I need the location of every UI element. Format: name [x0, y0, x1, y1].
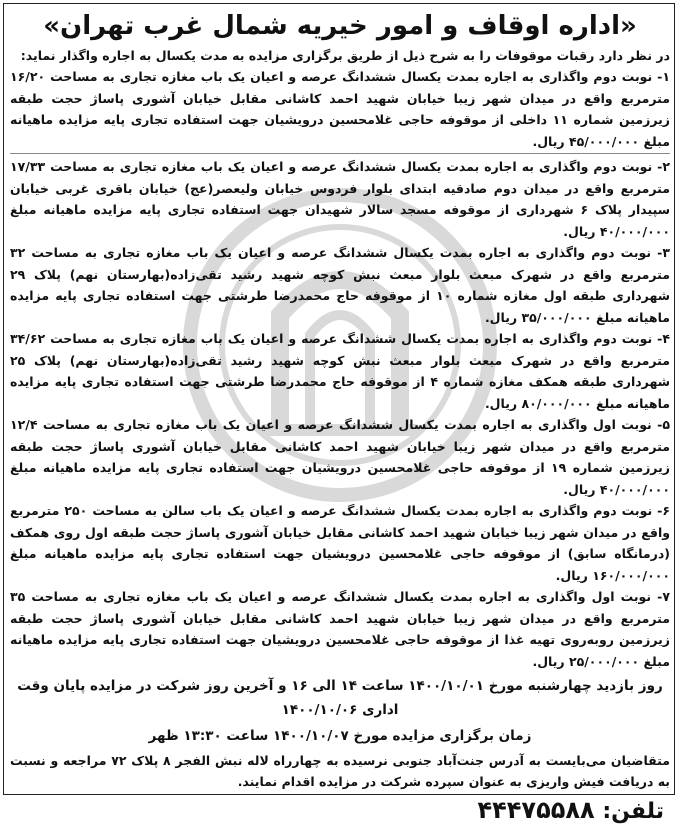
auction-item: ۲- نوبت دوم واگذاری به اجاره بمدت یکسال ششدانگ عرصه و اعیان یک باب مغازه تجاری به مساحت ۱۷/۳۳ مترمربع واقع در میدان دوم صادقیه ابتدای بلوار فردوس خیابان ولیعصر(عج) خیابان باقری غربی خیابان سپیدار پلاک ۶ شهرداری از موقوفه مسجد سالار شهیدان جهت استفاده تجاری پایه مزایده ماهیانه مبلغ ۴۰/۰۰۰/۰۰۰ ریال. — [10, 159, 670, 239]
notice-intro: در نظر دارد رقبات موقوفات را به شرح ذیل از طریق برگزاری مزایده به مدت یکسال به اجاره واگذار نماید: — [20, 48, 670, 63]
applicant-note: متقاضیان می‌بایست به آدرس جنت‌آباد جنوبی نرسیده به چهارراه لاله نبش الفجر ۸ پلاک ۷۲ مراجعه و نسبت به دریافت فیش واریزی به عنوان سپرده شرکت در مزایده اقدام نمایند. — [10, 753, 670, 789]
phone-label: تلفن: — [602, 799, 664, 824]
auction-item: ۶- نوبت دوم واگذاری به اجاره بمدت یکسال ششدانگ عرصه و اعیان یک باب سالن به مساحت ۲۵۰ مترمربع واقع در میدان شهر زیبا خیابان شهید احمد کاشانی مقابل خیابان آشوری پاساژ حجت طبقه اول روی همکف (درمانگاه سابق) از موقوفه حاجی غلامحسین درویشیان جهت استفاده تجاری پایه مزایده ماهیانه مبلغ ۱۶۰/۰۰۰/۰۰۰ ریال. — [10, 503, 670, 583]
auction-time: زمان برگزاری مزایده مورخ ۱۴۰۰/۱۰/۰۷ ساعت ۱۳:۳۰ ظهر — [148, 728, 532, 744]
notice-content — [10, 8, 670, 828]
auction-item: ۵- نوبت اول واگذاری به اجاره بمدت یکسال ششدانگ عرصه و اعیان یک باب مغازه تجاری به مساحت ۱۲/۴ مترمربع واقع در میدان شهر زیبا خیابان شهید احمد کاشانی مقابل خیابان آشوری پاساژ حجت طبقه زیرزمین شماره ۱۹ از موقوفه حاجی غلامحسین درویشیان جهت استفاده تجاری پایه مزایده ماهیانه مبلغ ۴۰/۰۰۰/۰۰۰ ریال. — [10, 417, 670, 497]
auction-item: ۷- نوبت اول واگذاری به اجاره بمدت یکسال ششدانگ عرصه و اعیان یک باب مغازه تجاری به مساحت ۳۵ مترمربع واقع در میدان شهر زیبا خیابان شهید احمد کاشانی مقابل خیابان آشوری پاساژ حجت طبقه زیرزمین روبه‌روی تهیه غذا از موقوفه حاجی غلامحسین درویشیان جهت استفاده تجاری پایه مزایده ماهیانه مبلغ ۲۵/۰۰۰/۰۰۰ ریال. — [10, 589, 670, 669]
divider — [10, 153, 670, 154]
notice-title: «اداره اوقاف و امور خیریه شمال غرب تهران» — [43, 11, 637, 41]
visit-schedule: روز بازدید چهارشنبه مورخ ۱۴۰۰/۱۰/۰۱ ساعت ۱۴ الی ۱۶ و آخرین روز شرکت در مزایده پایان وقت اداری ۱۴۰۰/۱۰/۰۶ — [17, 678, 663, 718]
phone-line — [10, 794, 664, 828]
phone-number: ۴۴۴۷۵۵۸۸ — [477, 796, 595, 824]
auction-item: ۳- نوبت دوم واگذاری به اجاره بمدت یکسال ششدانگ عرصه و اعیان یک باب مغازه تجاری به مساحت ۳۲ مترمربع واقع در شهرک مبعث بلوار مبعث نبش کوچه شهید رشید تقی‌زاده(بهارستان نهم) پلاک ۲۹ شهرداری طبقه اول مغازه شماره ۱۰ از موقوفه حاج محمدرضا طرشتی جهت استفاده تجاری پایه مزایده ماهیانه مبلغ ۳۵/۰۰۰/۰۰۰ ریال. — [10, 245, 670, 325]
auction-item: ۴- نوبت دوم واگذاری به اجاره بمدت یکسال ششدانگ عرصه و اعیان یک باب مغازه تجاری به مساحت ۳۴/۶۲ مترمربع واقع در شهرک مبعث بلوار مبعث نبش کوچه شهید رشید تقی‌زاده(بهارستان نهم) پلاک ۲۵ شهرداری طبقه همکف مغازه شماره ۴ از موقوفه حاج محمدرضا طرشتی جهت استفاده تجاری پایه مزایده ماهیانه مبلغ ۸۰/۰۰۰/۰۰۰ ریال. — [10, 331, 670, 411]
auction-item: ۱- نوبت دوم واگذاری به اجاره بمدت یکسال ششدانگ عرصه و اعیان یک باب مغازه تجاری به مساحت ۱۶/۲۰ مترمربع واقع در میدان شهر زیبا خیابان شهید احمد کاشانی مقابل خیابان آشوری پاساژ حجت طبقه زیرزمین شماره ۱۱ داخلی از موقوفه حاجی غلامحسین درویشیان جهت استفاده تجاری پایه مزایده ماهیانه مبلغ ۴۵/۰۰۰/۰۰۰ ریال. — [10, 69, 670, 149]
